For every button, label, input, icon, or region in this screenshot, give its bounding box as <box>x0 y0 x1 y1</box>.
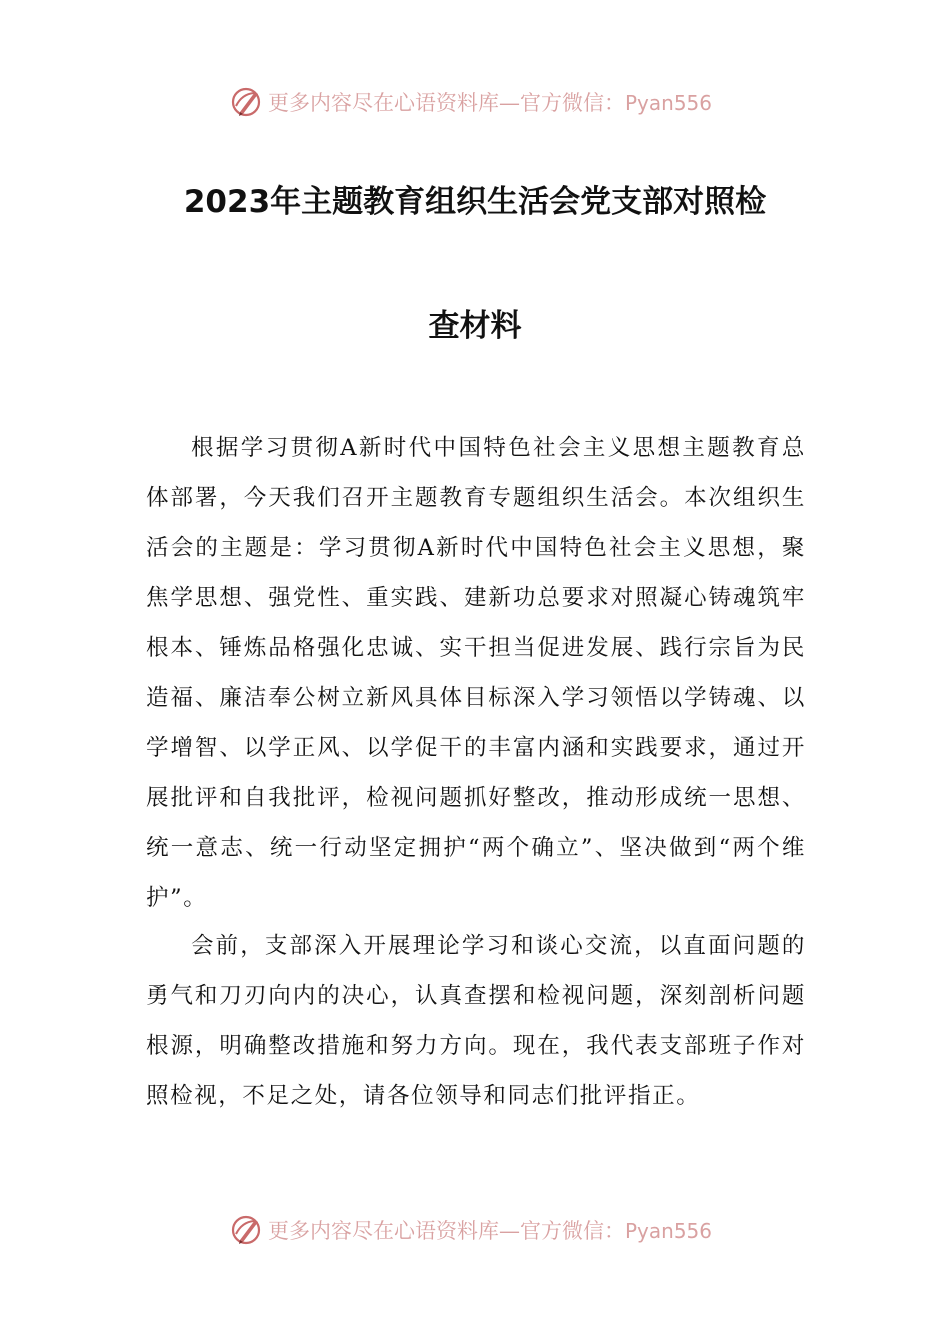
footer-banner-text <box>268 1215 712 1245</box>
pen-swirl-logo-icon <box>228 84 264 120</box>
document-title-line-1: 2023年主题教育组织生活会党支部对照检 <box>183 184 767 220</box>
header-wechat-id: Pyan556 <box>625 91 713 115</box>
footer-banner-label: 更多内容尽在心语资料库—官方微信： <box>268 1219 625 1243</box>
pen-swirl-logo-icon <box>228 1212 264 1248</box>
header-banner-label: 更多内容尽在心语资料库—官方微信： <box>268 91 625 115</box>
body-paragraph-2: 会前，支部深入开展理论学习和谈心交流，以直面问题的勇气和刀刃向内的决心，认真查摆和检视问题，深刻剖析问题根源，明确整改措施和努力方向。现在，我代表支部班子作对照检视，不足之处，请各位领导和同志们批评指正。 <box>146 933 806 1109</box>
header-watermark-banner <box>0 82 950 122</box>
footer-wechat-id: Pyan556 <box>625 1219 713 1243</box>
footer-watermark-banner <box>0 1210 950 1250</box>
header-banner-text <box>268 87 712 117</box>
body-paragraph-1: 根据学习贯彻A新时代中国特色社会主义思想主题教育总体部署，今天我们召开主题教育专题组织生活会。本次组织生活会的主题是：学习贯彻A新时代中国特色社会主义思想，聚焦学思想、强党性、重实践、建新功总要求对照凝心铸魂筑牢根本、锤炼品格强化忠诚、实干担当促进发展、践行宗旨为民造福、廉洁奉公树立新风具体目标深入学习领悟以学铸魂、以学增智、以学正风、以学促干的丰富内涵和实践要求，通过开展批评和自我批评，检视问题抓好整改，推动形成统一思想、统一意志、统一行动坚定拥护“两个确立”、坚决做到“两个维护”。 <box>146 435 806 911</box>
document-title-line-2: 查材料 <box>428 308 522 344</box>
